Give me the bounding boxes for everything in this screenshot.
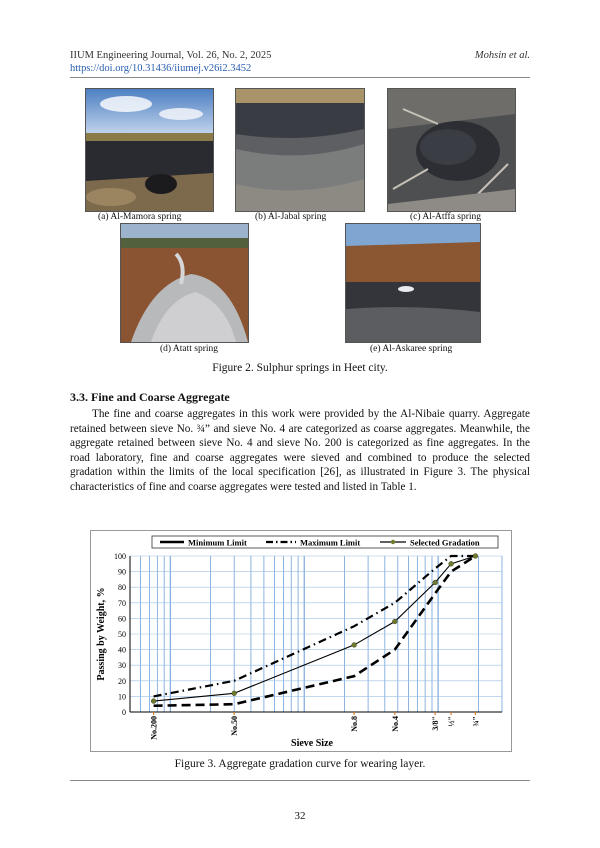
selected-gradation-point	[433, 580, 438, 585]
photo-atatt-spring	[120, 223, 249, 343]
section-title: 3.3. Fine and Coarse Aggregate	[70, 390, 230, 404]
y-tick-label: 50	[118, 630, 126, 639]
y-tick-label: 70	[118, 598, 126, 608]
y-tick-label: 20	[118, 676, 126, 686]
selected-gradation-point	[392, 619, 397, 624]
x-tick-label: No.200	[149, 716, 159, 740]
selected-gradation-point	[449, 561, 454, 566]
legend-selected-marker	[391, 540, 395, 544]
legend-min-label: Minimum Limit	[188, 537, 247, 548]
caption-e: (e) Al-Askaree spring	[370, 344, 453, 354]
selected-gradation-point	[151, 699, 156, 704]
y-tick-label: 40	[118, 645, 126, 655]
x-tick-label: 3/8"	[431, 716, 441, 731]
legend-selected-label: Selected Gradation	[410, 537, 480, 548]
x-tick-label: No.8	[350, 716, 360, 732]
photo-al-mamora-spring	[85, 88, 214, 212]
header-divider	[70, 77, 530, 78]
running-header	[70, 50, 271, 74]
selected-gradation-point	[352, 643, 357, 648]
x-axis-title: Sieve Size	[291, 738, 333, 749]
section-paragraph: The fine and coarse aggregates in this work were provided by the Al-Nibaie quarry. Aggregate retained between sieve No. ¾” and sieve No. 4 are categorized as coarse aggregates. Meanwhile, the aggregate retained between sieve No. 4 and sieve No. 200 is categorized as fine aggregates. In the road laboratory, fine and coarse aggregates were sieved and combined to produce the selected gradation within the limits of the local specification [26], as illustrated in Figure 3. The physical characteristics of fine and coarse aggregates were tested and listed in Table 1.	[70, 408, 530, 493]
legend-max-label: Maximum Limit	[300, 537, 361, 548]
y-tick-label: 80	[118, 583, 126, 593]
photo-al-atffa-spring	[387, 88, 516, 212]
caption-b: (b) Al-Jabal spring	[255, 212, 327, 222]
y-axis-title: Passing by Weight, %	[96, 587, 107, 681]
doi-link[interactable]: https://doi.org/10.31436/iiumej.v26i2.3452	[70, 63, 252, 74]
y-tick-label: 10	[118, 692, 126, 702]
page-number: 32	[294, 810, 306, 822]
y-tick-label: 30	[118, 661, 126, 671]
x-tick-label: No.4	[390, 716, 400, 732]
x-tick-label: No.50	[230, 716, 240, 736]
author-header: Mohsin et al.	[474, 50, 530, 61]
figure-3-caption: Figure 3. Aggregate gradation curve for wearing layer.	[174, 758, 426, 770]
selected-gradation-point	[473, 554, 478, 559]
y-tick-label: 60	[118, 614, 126, 624]
caption-c: (c) Al-Atffa spring	[410, 212, 482, 222]
y-tick-label: 0	[122, 708, 126, 717]
photo-al-jabal-spring	[235, 88, 365, 212]
x-tick-label: ½"	[447, 716, 457, 727]
caption-a: (a) Al-Mamora spring	[98, 212, 182, 222]
footer-divider	[70, 780, 530, 781]
journal-title: IIUM Engineering Journal, Vol. 26, No. 2, 2025	[70, 50, 272, 61]
selected-gradation-point	[232, 691, 237, 696]
y-tick-label: 100	[114, 552, 126, 561]
gradation-chart	[90, 530, 512, 752]
x-tick-label: ¾"	[471, 716, 481, 727]
gradation-chart-svg	[90, 530, 512, 752]
figure-2-caption: Figure 2. Sulphur springs in Heet city.	[212, 362, 388, 374]
photo-al-askaree-spring	[345, 223, 481, 343]
caption-d: (d) Atatt spring	[160, 344, 219, 354]
y-tick-label: 90	[118, 567, 126, 577]
